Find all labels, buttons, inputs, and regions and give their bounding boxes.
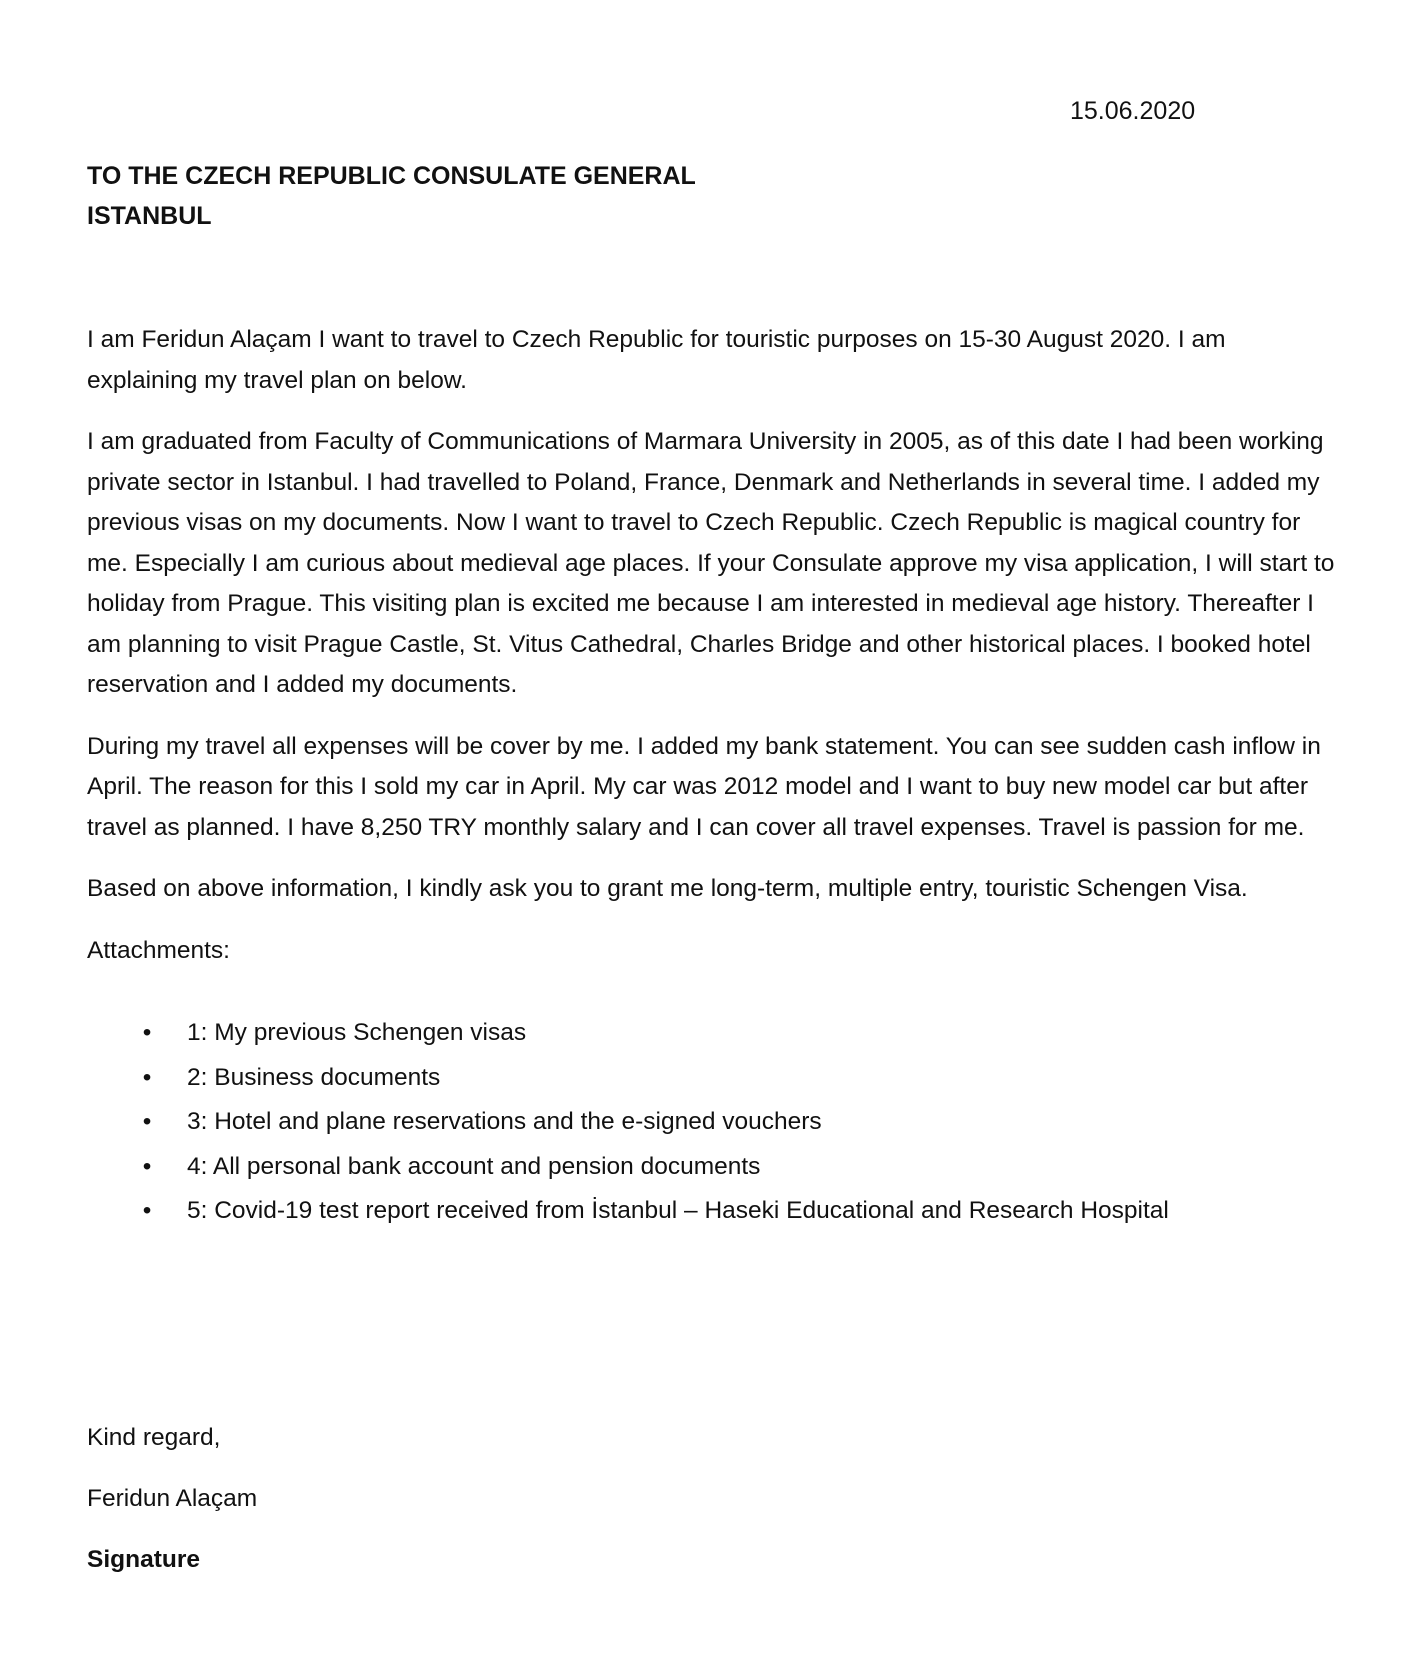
paragraph-background: I am graduated from Faculty of Communications of Marmara University in 2005, as of this date I had been working private sector in Istanbul. I had travelled to Poland, France, Denmark and Netherlands in several time. I added my previous visas on my documents. Now I want to travel to Czech Republic. Czech Republic is magical country for me. Especially I am curious about medieval age places. If your Consulate approve my visa application, I will start to holiday from Prague. This visiting plan is excited me because I am interested in medieval age history. Thereafter I am planning to visit Prague Castle, St. Vitus Cathedral, Charles Bridge and other historical places. I booked hotel reservation and I added my documents. [87, 428, 1335, 698]
list-item [87, 1191, 1337, 1236]
closing-block [87, 1418, 257, 1580]
recipient-block [87, 156, 696, 236]
recipient-line-2: ISTANBUL [87, 202, 212, 230]
attachment-text: 5: Covid-19 test report received from İstanbul – Haseki Educational and Research Hospital [187, 1197, 1169, 1224]
bullet-icon: • [142, 1108, 152, 1135]
bullet-icon: • [142, 1019, 152, 1046]
recipient-line-1: TO THE CZECH REPUBLIC CONSULATE GENERAL [87, 162, 696, 190]
paragraph-intro: I am Feridun Alaçam I want to travel to Czech Republic for touristic purposes on 15-30 August 2020. I am explaining my travel plan on below. [87, 326, 1226, 394]
attachment-text: 4: All personal bank account and pension documents [187, 1152, 761, 1180]
bullet-icon: • [142, 1063, 152, 1091]
letter-body [87, 320, 1337, 1236]
closing-regard: Kind regard, [87, 1424, 221, 1451]
list-item [87, 1013, 1337, 1058]
list-item [87, 1058, 1337, 1103]
bullet-icon: • [142, 1152, 152, 1180]
paragraph-expenses: During my travel all expenses will be cover by me. I added my bank statement. You can see sudden cash inflow in April. The reason for this I sold my car in April. My car was 2012 model and I want to buy new model car but after travel as planned. I have 8,250 TRY monthly salary and I can cover all travel expenses. Travel is passion for me. [87, 732, 1321, 841]
attachment-text: 1: My previous Schengen visas [187, 1019, 527, 1046]
closing-name: Feridun Alaçam [87, 1485, 258, 1512]
attachments-label: Attachments: [87, 936, 230, 964]
list-item [87, 1147, 1337, 1192]
bullet-icon: • [142, 1197, 152, 1224]
letter-date: 15.06.2020 [1070, 97, 1196, 125]
attachments-list [87, 1013, 1337, 1236]
signature-label: Signature [87, 1546, 200, 1573]
attachment-text: 2: Business documents [187, 1063, 441, 1091]
paragraph-request: Based on above information, I kindly ask you to grant me long-term, multiple entry, touristic Schengen Visa. [87, 875, 1248, 902]
attachment-text: 3: Hotel and plane reservations and the e-signed vouchers [187, 1108, 822, 1135]
list-item [87, 1102, 1337, 1147]
